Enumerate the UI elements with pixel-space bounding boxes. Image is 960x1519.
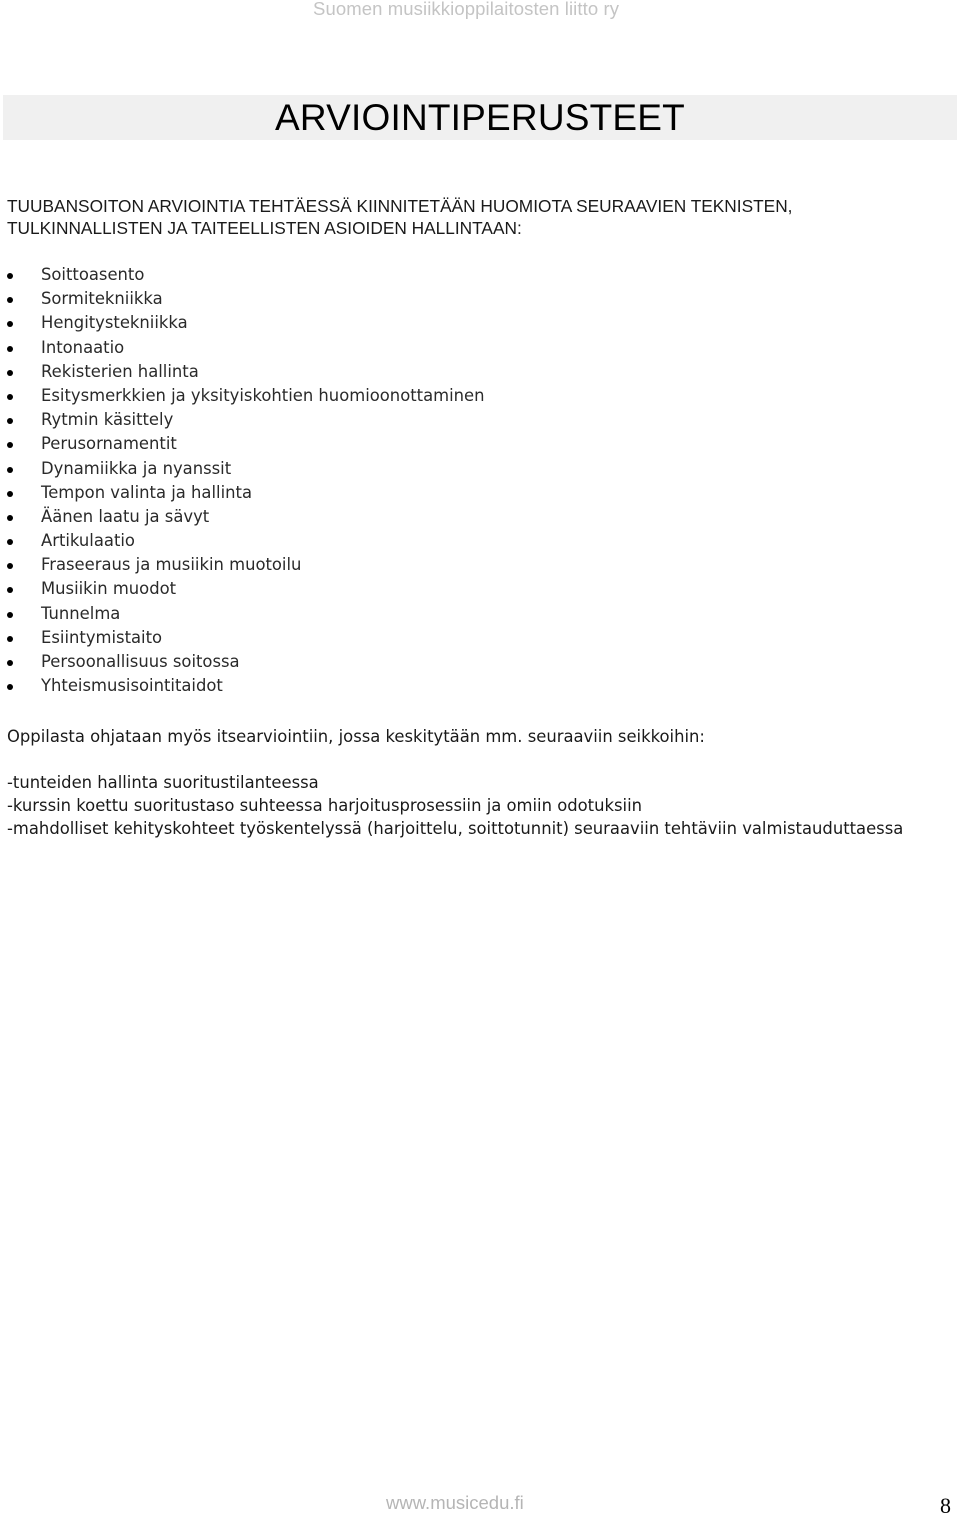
criteria-label: Rytmin käsittely bbox=[41, 410, 174, 430]
criteria-label: Persoonallisuus soitossa bbox=[41, 652, 240, 671]
criteria-label: Äänen laatu ja sävyt bbox=[41, 506, 210, 526]
criteria-label: Tunnelma bbox=[41, 603, 121, 623]
bullet-icon bbox=[7, 467, 13, 473]
criteria-label: Musiikin muodot bbox=[41, 579, 177, 599]
bullet-icon bbox=[7, 442, 13, 448]
list-item bbox=[0, 650, 485, 674]
bullet-icon bbox=[7, 515, 13, 521]
bullet-icon bbox=[7, 273, 13, 279]
list-item: -mahdolliset kehityskohteet työskentelyssä (harjoittelu, soittotunnit) seuraaviin tehtäviin valmistauduttaessa bbox=[7, 819, 904, 838]
bullet-icon bbox=[7, 539, 13, 545]
self-assessment-points bbox=[7, 771, 927, 840]
page-title: ARVIOINTIPERUSTEET bbox=[275, 97, 685, 138]
page-number: 8 bbox=[940, 1493, 951, 1518]
list-item bbox=[0, 287, 485, 311]
list-item bbox=[0, 505, 485, 529]
criteria-label: Hengitystekniikka bbox=[41, 313, 188, 333]
intro-heading-line-2: TULKINNALLISTEN JA TAITEELLISTEN ASIOIDEN HALLINTAAN: bbox=[7, 218, 522, 238]
bullet-icon bbox=[7, 612, 13, 618]
intro-heading-line-1: TUUBANSOITON ARVIOINTIA TEHTÄESSÄ KIINNITETÄÄN HUOMIOTA SEURAAVIEN TEKNISTEN, bbox=[7, 196, 793, 216]
bullet-icon bbox=[7, 321, 13, 327]
criteria-label: Intonaatio bbox=[41, 337, 125, 357]
list-item bbox=[0, 408, 485, 432]
criteria-list bbox=[0, 263, 485, 698]
list-item bbox=[0, 481, 485, 505]
list-item bbox=[0, 602, 485, 626]
bullet-icon bbox=[7, 660, 13, 666]
criteria-label: Soittoasento bbox=[41, 265, 145, 284]
page-header-organization: Suomen musiikkioppilaitosten liitto ry bbox=[313, 0, 620, 19]
bullet-icon bbox=[7, 418, 13, 424]
list-item bbox=[0, 384, 485, 408]
self-assessment-lead: Oppilasta ohjataan myös itsearviointiin, jossa keskitytään mm. seuraaviin seikkoihin: bbox=[7, 727, 705, 746]
list-item bbox=[0, 432, 485, 456]
criteria-label: Artikulaatio bbox=[41, 531, 135, 551]
criteria-label: Sormitekniikka bbox=[41, 289, 163, 309]
criteria-label: Esiintymistaito bbox=[41, 627, 163, 647]
list-item bbox=[0, 336, 485, 360]
list-item bbox=[0, 626, 485, 650]
criteria-label: Esitysmerkkien ja yksityiskohtien huomioonottaminen bbox=[41, 385, 485, 405]
criteria-label: Yhteismusisointitaidot bbox=[41, 676, 223, 696]
list-item bbox=[0, 311, 485, 335]
criteria-label: Rekisterien hallinta bbox=[41, 361, 199, 381]
bullet-icon bbox=[7, 563, 13, 569]
list-item bbox=[0, 577, 485, 601]
criteria-label: Fraseeraus ja musiikin muotoilu bbox=[41, 555, 302, 575]
criteria-label: Perusornamentit bbox=[41, 434, 177, 454]
list-item bbox=[0, 457, 485, 481]
criteria-label: Tempon valinta ja hallinta bbox=[41, 482, 252, 502]
bullet-icon bbox=[7, 684, 13, 690]
bullet-icon bbox=[7, 491, 13, 497]
list-item bbox=[0, 360, 485, 384]
criteria-label: Dynamiikka ja nyanssit bbox=[41, 458, 232, 478]
list-item: -kurssin koettu suoritustaso suhteessa harjoitusprosessiin ja omiin odotuksiin bbox=[7, 796, 643, 815]
bullet-icon bbox=[7, 587, 13, 593]
list-item bbox=[0, 674, 485, 698]
bullet-icon bbox=[7, 346, 13, 352]
intro-heading bbox=[7, 195, 947, 239]
bullet-icon bbox=[7, 636, 13, 642]
bullet-icon bbox=[7, 297, 13, 303]
bullet-icon bbox=[7, 394, 13, 400]
list-item bbox=[0, 529, 485, 553]
bullet-icon bbox=[7, 370, 13, 376]
list-item bbox=[0, 263, 485, 287]
list-item bbox=[0, 553, 485, 577]
list-item: -tunteiden hallinta suoritustilanteessa bbox=[7, 773, 319, 792]
footer-url: www.musicedu.fi bbox=[386, 1492, 524, 1513]
